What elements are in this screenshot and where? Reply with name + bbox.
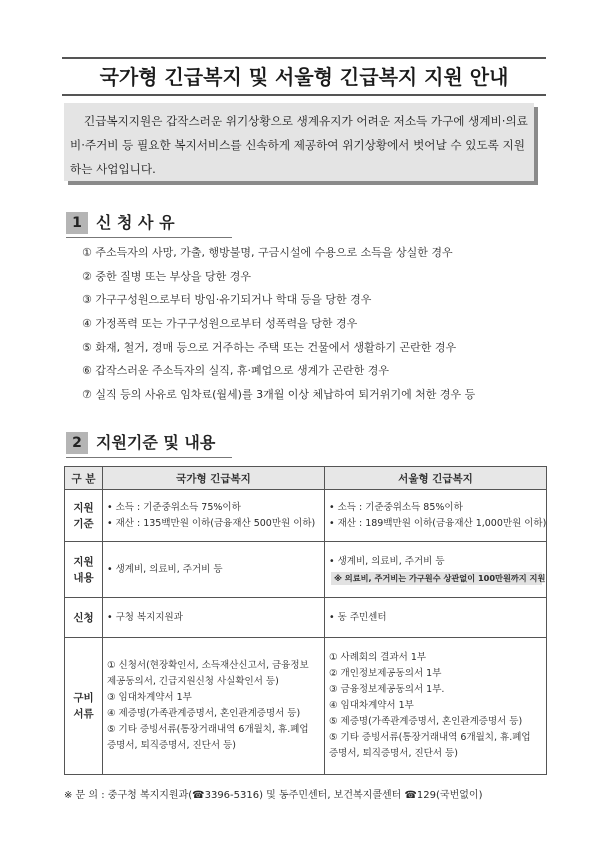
seoul-doc-line: ① 사례회의 결과서 1부 bbox=[329, 652, 427, 663]
reason-list bbox=[82, 244, 542, 410]
national-apply-cell bbox=[103, 598, 325, 638]
page-title: 국가형 긴급복지 및 서울형 긴급복지 지원 안내 bbox=[99, 65, 509, 89]
reason-item: ④ 가정폭력 또는 가구구성원으로부터 성폭력을 당한 경우 bbox=[82, 317, 358, 331]
reason-item: ⑥ 갑작스러운 주소득자의 실직, 휴·폐업으로 생계가 곤란한 경우 bbox=[82, 364, 389, 378]
seoul-doc-line: ⑤ 제증명(가족관계증명서, 혼인관계증명서 등) bbox=[329, 716, 523, 727]
table-row-documents bbox=[65, 638, 547, 775]
section2-number: 2 bbox=[66, 432, 88, 454]
national-criteria-cell bbox=[103, 490, 325, 542]
seoul-doc-line: ② 개인정보제공동의서 1부 bbox=[329, 668, 442, 679]
seoul-income: • 소득 : 기준중위소득 85%이하 bbox=[329, 501, 463, 513]
national-doc-line: 제공동의서, 긴급지원신청 사실확인서 등) bbox=[107, 676, 279, 687]
row-label-criteria: 지원 기준 bbox=[65, 490, 103, 542]
national-content-cell bbox=[103, 542, 325, 598]
reason-item: ⑦ 실직 등의 사유로 임차료(월세)를 3개월 이상 체납하여 퇴거위기에 처한 경우 등 bbox=[82, 388, 476, 402]
section1-underline bbox=[66, 237, 232, 238]
seoul-assets: • 재산 : 189백만원 이하(금융재산 1,000만원 이하) bbox=[329, 517, 547, 529]
section1-title: 신 청 사 유 bbox=[96, 213, 175, 232]
national-content: • 생계비, 의료비, 주거비 등 bbox=[107, 563, 223, 575]
intro-text: 긴급복지지원은 갑작스러운 위기상황으로 생계유지가 어려운 저소득 가구에 생계비·의료비·주거비 등 필요한 복지서비스를 신속하게 제공하여 위기상황에서 벗어날 수 있도록 지원하는 사업입니다. bbox=[70, 114, 528, 176]
national-doc-line: ④ 제증명(가족관계증명서, 혼인관계증명서 등) bbox=[107, 708, 301, 719]
header-category: 구 분 bbox=[65, 467, 103, 490]
header-seoul: 서울형 긴급복지 bbox=[325, 467, 547, 490]
contact-footer: ※ 문 의 : 중구청 복지지원과(☎3396-5316) 및 동주민센터, 보건복지콜센터 ☎129(국번없이) bbox=[64, 790, 483, 801]
seoul-doc-line: ④ 임대차계약서 1부 bbox=[329, 700, 414, 711]
section1-heading bbox=[66, 212, 366, 238]
row-label-content: 지원 내용 bbox=[65, 542, 103, 598]
table-row-apply bbox=[65, 598, 547, 638]
section1-number: 1 bbox=[66, 212, 88, 234]
seoul-doc-line: ⑤ 기타 증빙서류(통장거래내역 6개월치, 휴.폐업 bbox=[329, 732, 531, 743]
seoul-doc-line: 증명서, 퇴직증명서, 진단서 등) bbox=[329, 748, 458, 759]
reason-item: ⑤ 화재, 철거, 경매 등으로 거주하는 주택 또는 건물에서 생활하기 곤란한 경우 bbox=[82, 340, 457, 354]
national-doc-line: ① 신청서(현장확인서, 소득재산신고서, 금융정보 bbox=[107, 660, 309, 671]
seoul-apply-cell bbox=[325, 598, 547, 638]
row-label-apply: 신청 bbox=[65, 598, 103, 638]
seoul-content-note: ※ 의료비, 주거비는 가구원수 상관없이 100만원까지 지원 bbox=[331, 572, 542, 585]
header-national: 국가형 긴급복지 bbox=[103, 467, 325, 490]
row-label-documents: 구비 서류 bbox=[65, 638, 103, 775]
seoul-content: • 생계비, 의료비, 주거비 등 bbox=[329, 556, 445, 567]
intro-box bbox=[64, 103, 534, 181]
seoul-apply: • 동 주민센터 bbox=[329, 611, 387, 623]
support-table bbox=[64, 466, 547, 775]
section2-title: 지원기준 및 내용 bbox=[96, 433, 216, 452]
reason-item: ③ 가구구성원으로부터 방임·유기되거나 학대 등을 당한 경우 bbox=[82, 293, 372, 307]
national-doc-line: 증명서, 퇴직증명서, 진단서 등) bbox=[107, 740, 236, 751]
national-doc-line: ③ 임대차계약서 1부 bbox=[107, 692, 192, 703]
seoul-doc-line: ③ 금융정보제공동의서 1부. bbox=[329, 684, 445, 695]
national-apply: • 구청 복지지원과 bbox=[107, 611, 183, 623]
table-header-row bbox=[65, 467, 547, 490]
title-rule-bottom bbox=[62, 94, 546, 96]
reason-item: ① 주소득자의 사망, 가출, 행방불명, 구금시설에 수용으로 소득을 상실한 경우 bbox=[82, 246, 453, 259]
title-rule-top bbox=[62, 57, 546, 59]
table-row-criteria bbox=[65, 490, 547, 542]
national-assets: • 재산 : 135백만원 이하(금융재산 500만원 이하) bbox=[107, 517, 316, 529]
national-income: • 소득 : 기준중위소득 75%이하 bbox=[107, 501, 241, 513]
seoul-content-cell bbox=[325, 542, 547, 598]
reason-item: ② 중한 질병 또는 부상을 당한 경우 bbox=[82, 269, 251, 283]
seoul-criteria-cell bbox=[325, 490, 547, 542]
seoul-documents-cell bbox=[325, 638, 547, 775]
section2-underline bbox=[66, 457, 232, 458]
table-row-content bbox=[65, 542, 547, 598]
national-doc-line: ⑤ 기타 증빙서류(통장거래내역 6개월치, 휴.폐업 bbox=[107, 724, 309, 735]
section2-heading bbox=[66, 432, 366, 458]
national-documents-cell bbox=[103, 638, 325, 775]
